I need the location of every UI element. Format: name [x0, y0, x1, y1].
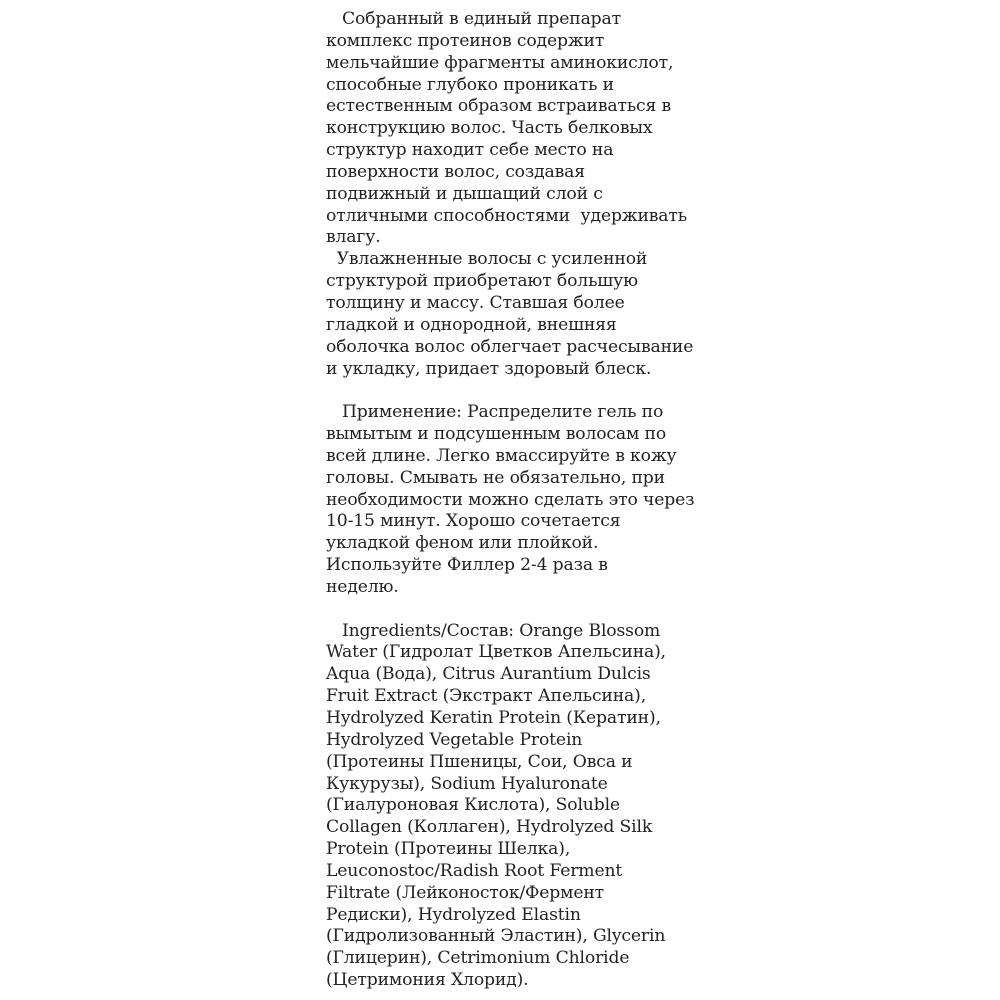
- text-line: необходимости можно сделать это через: [326, 489, 695, 510]
- text-line: отличными способностями удерживать: [326, 205, 687, 226]
- text-line: головы. Смывать не обязательно, при: [326, 467, 665, 488]
- text-line: структурой приобретают большую: [326, 271, 638, 292]
- text-line: влагу.: [326, 227, 381, 248]
- text-line: комплекс протеинов содержит: [326, 30, 605, 51]
- text-line: Собранный в единый препарат: [326, 9, 621, 29]
- paragraph-description: [326, 9, 698, 249]
- text-line: Используйте Филлер 2-4 раза в: [326, 555, 608, 576]
- text-line: Hydrolyzed Keratin Protein (Кератин),: [326, 708, 661, 728]
- text-line: толщину и массу. Ставшая более: [326, 292, 625, 313]
- text-line: мельчайшие фрагменты аминокислот,: [326, 52, 674, 73]
- text-line: структур находит себе место на: [326, 140, 614, 161]
- text-line: Filtrate (Лейконосток/Фермент: [326, 882, 605, 903]
- text-line: Применение: Распределите гель по: [326, 402, 664, 423]
- text-line: Кукурузы), Sodium Hyaluronate: [326, 773, 608, 794]
- text-line: вымытым и подсушенным волосам по: [326, 424, 667, 445]
- text-line: Fruit Extract (Экстракт Апельсина),: [326, 686, 647, 707]
- text-line: (Глицерин), Cetrimonium Chloride: [326, 948, 630, 969]
- text-line: Редиски), Hydrolyzed Elastin: [326, 904, 581, 925]
- text-line: Collagen (Коллаген), Hydrolyzed Silk: [326, 817, 653, 838]
- text-line: (Цетримония Хлорид).: [326, 970, 529, 991]
- text-line: неделю.: [326, 576, 399, 597]
- text-line: Protein (Протеины Шелка),: [326, 839, 571, 860]
- paragraph-usage: [326, 402, 698, 599]
- text-line: укладкой феном или плойкой.: [326, 533, 599, 554]
- text-line: Hydrolyzed Vegetable Protein: [326, 729, 583, 750]
- paragraph-ingredients: [326, 621, 698, 992]
- paragraph-gap: [326, 380, 698, 402]
- text-line: конструкцию волос. Часть белковых: [326, 118, 653, 139]
- text-line: поверхности волос, создавая: [326, 161, 585, 182]
- text-line: естественным образом встраиваться в: [326, 96, 672, 117]
- text-line: 10-15 минут. Хорошо сочетается: [326, 511, 621, 532]
- text-line: Leuconostoc/Radish Root Ferment: [326, 860, 623, 881]
- text-line: гладкой и однородной, внешняя: [326, 314, 617, 335]
- text-line: и укладку, придает здоровый блеск.: [326, 358, 652, 379]
- text-line: Aqua (Вода), Citrus Aurantium Dulcis: [326, 664, 651, 685]
- text-line: Water (Гидролат Цветков Апельсина),: [326, 642, 666, 663]
- paragraph-effect: [326, 249, 698, 380]
- paragraph-gap: [326, 599, 698, 621]
- text-line: способные глубоко проникать и: [326, 74, 614, 95]
- text-line: Ingredients/Состав: Orange Blossom: [326, 620, 661, 641]
- text-line: (Гиалуроновая Кислота), Soluble: [326, 795, 620, 816]
- text-column: [326, 9, 698, 992]
- text-line: оболочка волос облегчает расчесывание: [326, 336, 694, 357]
- text-line: подвижный и дышащий слой с: [326, 183, 603, 204]
- text-line: (Протеины Пшеницы, Сои, Овса и: [326, 751, 633, 772]
- text-line: всей длине. Легко вмассируйте в кожу: [326, 445, 677, 466]
- text-line: Увлажненные волосы с усиленной: [326, 249, 648, 270]
- text-line: (Гидролизованный Эластин), Glycerin: [326, 926, 666, 947]
